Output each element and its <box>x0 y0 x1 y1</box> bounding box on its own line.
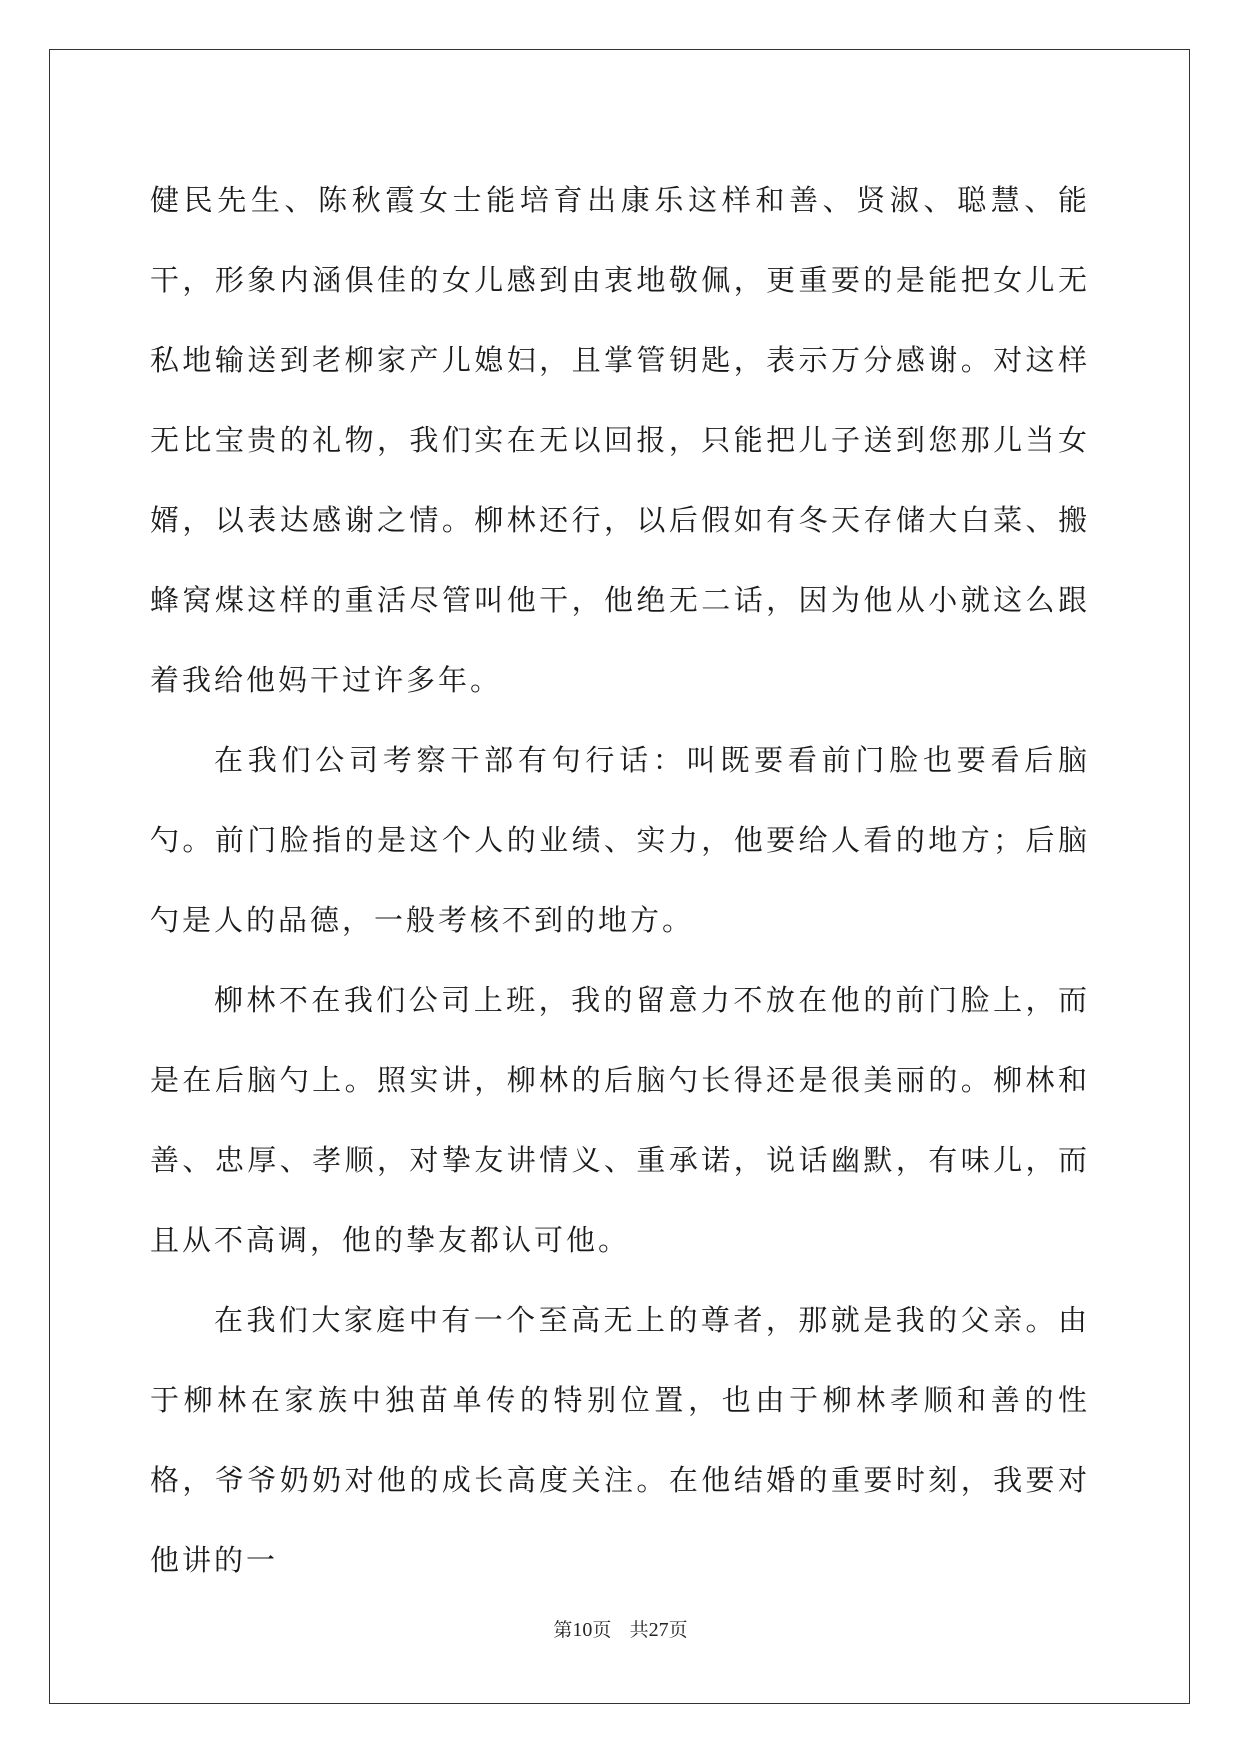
page-number: 10 <box>572 1619 593 1641</box>
page-prefix: 第 <box>553 1619 573 1641</box>
paragraph-2: 在我们公司考察干部有句行话：叫既要看前门脸也要看后脑勺。前门脸指的是这个人的业绩、实力，他要给人看的地方；后脑勺是人的品德，一般考核不到的地方。 <box>150 743 1090 937</box>
paragraph-4: 在我们大家庭中有一个至高无上的尊者，那就是我的父亲。由于柳林在家族中独苗单传的特别位置，也由于柳林孝顺和善的性格，爷爷奶奶对他的成长高度关注。在他结婚的重要时刻，我要对他讲的一 <box>150 1303 1090 1577</box>
document-body <box>150 160 1090 1600</box>
paragraph-1: 健民先生、陈秋霞女士能培育出康乐这样和善、贤淑、聪慧、能干，形象内涵俱佳的女儿感到由衷地敬佩，更重要的是能把女儿无私地输送到老柳家产儿媳妇，且掌管钥匙，表示万分感谢。对这样无比宝贵的礼物，我们实在无以回报，只能把儿子送到您那儿当女婿，以表达感谢之情。柳林还行，以后假如有冬天存储大白菜、搬蜂窝煤这样的重活尽管叫他干，他绝无二话，因为他从小就这么跟着我给他妈干过许多年。 <box>150 183 1090 697</box>
paragraph-3: 柳林不在我们公司上班，我的留意力不放在他的前门脸上，而是在后脑勺上。照实讲，柳林的后脑勺长得还是很美丽的。柳林和善、忠厚、孝顺，对挚友讲情义、重承诺，说话幽默，有味儿，而且从不高调，他的挚友都认可他。 <box>150 983 1090 1257</box>
page-suffix: 页 <box>592 1619 612 1641</box>
total-pages: 27 <box>648 1619 669 1641</box>
total-suffix: 页 <box>668 1619 688 1641</box>
page-footer <box>0 1615 1241 1642</box>
total-prefix: 共 <box>629 1619 649 1641</box>
